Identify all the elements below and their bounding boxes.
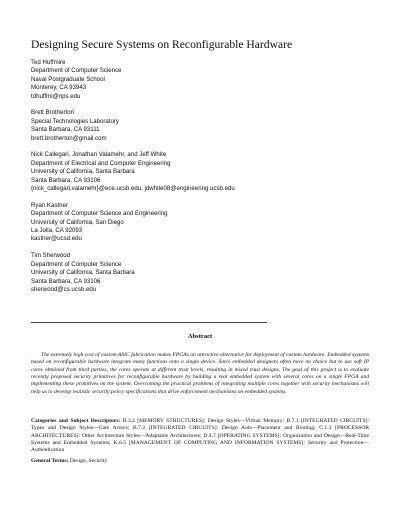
author-block xyxy=(31,252,371,294)
section-divider xyxy=(31,322,267,323)
author-affiliation-line: Santa Barbara, CA 93106 xyxy=(31,277,101,285)
author-name: Ted Huffmire xyxy=(31,59,66,66)
author-list xyxy=(31,59,371,303)
author-affiliation-line: Monterey, CA 93943 xyxy=(31,84,87,92)
categories-label: Categories and Subject Descriptors: xyxy=(31,418,121,424)
author-email: kastner@ucsd.edu xyxy=(31,235,82,243)
author-affiliation-line: Special Technologies Laboratory xyxy=(31,117,119,125)
author-block xyxy=(31,59,371,101)
author-affiliation-line: Department of Computer Science and Engineering xyxy=(31,210,168,218)
categories-paragraph xyxy=(31,418,369,454)
abstract-heading: Abstract xyxy=(187,333,213,340)
author-name: Tim Sherwood xyxy=(31,252,71,260)
categories-text: B.3.2 [MEMORY STRUCTURES]: Design Styles—Virtual Memory; B.7.1 [INTEGRATED CIRCUITS]: Types and Design Styles—Gate Arrays; B.7.2 [INTEGRATED CIRCUITS]: Design Aids—Placement and Routing; C.1.3 [PROCESSOR ARCHITECTURES]: Other Architecture Styles—Adaptable Architectures; D.4.7 [OPERATING SYSTEMS]: Organization and Design—Real-Time Systems and Embedded Systems; K.6.5 [MANAGEMENT OF COMPUTING AND INFORMATION SYSTEMS]: Security and Protection—Authentication xyxy=(31,418,369,454)
author-affiliation-line: Santa Barbara, CA 93111 xyxy=(31,126,100,134)
author-affiliation-line: Department of Computer Science xyxy=(31,260,122,268)
abstract-text: The extremely high cost of custom ASIC fabrication makes FPGAs an attractive alternative for deployment of custom hardware. Embedded systems based on reconfigurable hardware integrate many functions onto a single device. Since embedded designers often have no choice but to use soft IP cores obtained from third parties, the cores operate at different trust levels, resulting in mixed trust designs. The goal of this project is to evaluate recently proposed security primitives for reconfigurable hardware by building a real embedded system with several cores on a single FPGA and implementing these primitives on the system. Overcoming the practical problems of integrating multiple cores together with security mechanisms will help us to develop realistic security policy specifications that drive enforcement mechanisms on embedded systems. xyxy=(31,352,369,395)
general-terms-label: General Terms: xyxy=(31,458,69,464)
author-email: sherwood@cs.ucsb.edu xyxy=(31,285,97,293)
author-block xyxy=(31,109,371,143)
author-affiliation-line: University of California, San Diego xyxy=(31,218,124,226)
author-affiliation-line: La Jolla, CA 92093 xyxy=(31,227,83,235)
author-email: {nick_callegari,valamehr}@ece.ucsb.edu, jdwhite08@engineering.ucsb.edu xyxy=(31,185,235,193)
author-name: Ryan Kastner xyxy=(31,201,68,209)
author-affiliation-line: Department of Electrical and Computer Engineering xyxy=(31,159,171,167)
author-affiliation-line: Santa Barbara, CA 93106 xyxy=(31,176,101,184)
author-affiliation-line: Department of Computer Science xyxy=(31,67,122,75)
author-name: Brett Brotherton xyxy=(31,109,75,117)
author-affiliation-line: University of California, Santa Barbara xyxy=(31,168,135,176)
author-email: brett.brotherton@gmail.com xyxy=(31,134,107,142)
general-terms-text: Design, Security xyxy=(69,458,108,464)
author-affiliation-line: University of California, Santa Barbara xyxy=(31,269,135,277)
author-name: Nick Callegari, Jonathan Valamehr, and Jeff White xyxy=(31,151,167,159)
author-block xyxy=(31,151,371,193)
author-block xyxy=(31,202,371,244)
author-email: tdhuffmi@nps.edu xyxy=(31,92,81,100)
author-affiliation-line: Naval Postgraduate School xyxy=(31,75,105,83)
paper-title: Designing Secure Systems on Reconfigurable Hardware xyxy=(31,38,293,51)
general-terms-paragraph xyxy=(31,458,369,465)
